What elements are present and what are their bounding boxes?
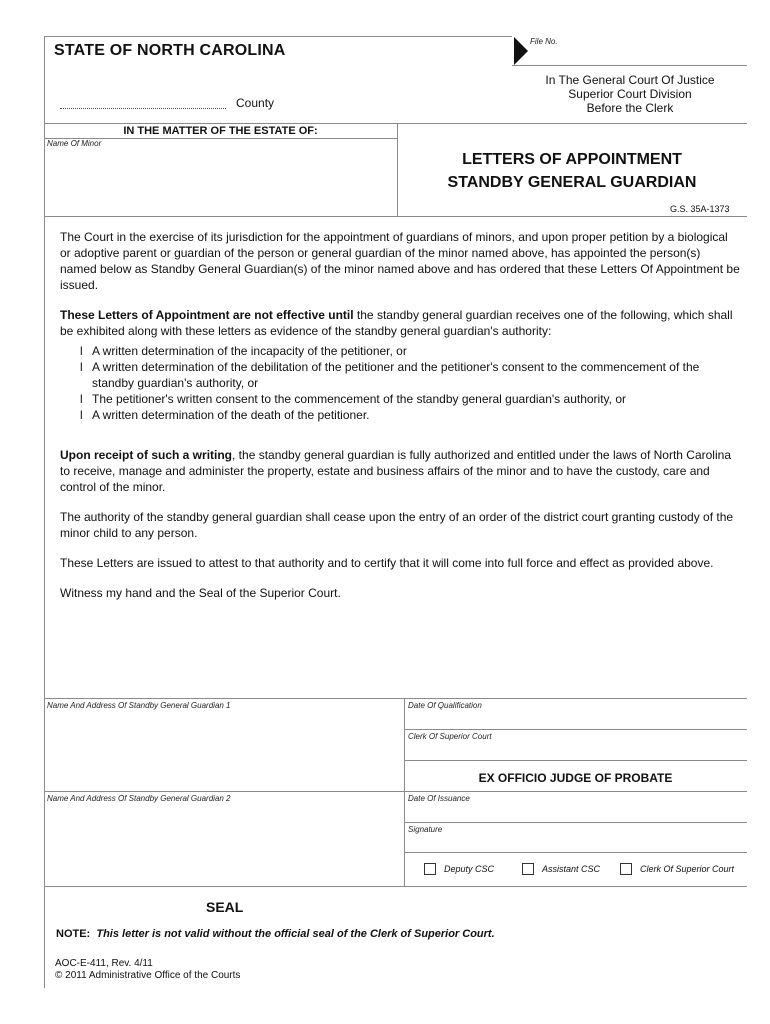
matter-top-line (44, 123, 747, 124)
form-number: AOC-E-411, Rev. 4/11 (55, 958, 153, 969)
note-label: NOTE: (56, 928, 91, 940)
guardian2-label: Name And Address Of Standby General Guardian 2 (47, 794, 231, 803)
condition-item: l A written determination of the death of the petitioner. (60, 407, 740, 423)
note (56, 928, 495, 940)
date-issuance-field[interactable] (406, 805, 746, 821)
document-title (397, 148, 747, 194)
matter-bottom-line (44, 216, 747, 217)
statute-reference: G.S. 35A-1373 (670, 204, 730, 214)
court-line-3: Before the Clerk (586, 101, 674, 115)
court-line-2: Superior Court Division (568, 87, 692, 101)
file-no-label: File No. (530, 37, 558, 46)
not-effective-bold: These Letters of Appointment are not effective until (60, 308, 354, 322)
fields-top-line (44, 698, 747, 699)
file-no-arrow-icon (514, 37, 528, 70)
paragraph-authority-cease: The authority of the standby general guardian shall cease upon the entry of an order of the district court granting custody of the minor child to any person. (60, 510, 734, 540)
date-issuance-label: Date Of Issuance (408, 794, 470, 803)
paragraph-witness: Witness my hand and the Seal of the Superior Court. (60, 586, 341, 600)
bullet-icon: l (80, 408, 83, 422)
paragraph-upon-receipt (60, 447, 740, 495)
clerk-line (404, 760, 747, 761)
condition-item: l A written determination of the debilitation of the petitioner and the petitioner's consent to the commencement of the standby guardian's authority, or (60, 359, 740, 391)
paragraph-attest: These Letters are issued to attest to that authority and to certify that it will come into full force and effect as provided above. (60, 556, 714, 570)
county-field[interactable] (60, 97, 226, 109)
checkbox-icon[interactable] (522, 863, 534, 875)
seal-label: SEAL (206, 899, 244, 915)
checkbox-icon[interactable] (424, 863, 436, 875)
left-border (44, 36, 45, 988)
issuance-line (404, 822, 747, 823)
signature-field[interactable] (406, 836, 746, 851)
date-qualification-label: Date Of Qualification (408, 701, 482, 710)
conditions-list (60, 343, 740, 423)
file-no-line (512, 65, 747, 66)
signature-line (404, 852, 747, 853)
title-line-2: STANDBY GENERAL GUARDIAN (447, 174, 697, 191)
state-title: STATE OF NORTH CAROLINA (54, 42, 286, 59)
paragraph-not-effective (60, 307, 740, 339)
note-text: This letter is not valid without the official seal of the Clerk of Superior Court. (96, 928, 495, 940)
date-qualification-field[interactable] (406, 712, 746, 728)
copyright: © 2011 Administrative Office of the Courts (55, 970, 241, 981)
bullet-icon: l (80, 344, 83, 358)
court-line-1: In The General Court Of Justice (545, 73, 715, 87)
title-line-1: LETTERS OF APPOINTMENT (462, 151, 682, 168)
condition-item: l A written determination of the incapacity of the petitioner, or (60, 343, 740, 359)
guardian2-line (44, 791, 747, 792)
signature-label: Signature (408, 825, 443, 834)
condition-item: l The petitioner's written consent to the commencement of the standby general guardian's authority, or (60, 391, 740, 407)
clerk-label: Clerk Of Superior Court (408, 732, 492, 741)
upon-receipt-rest: , the standby general guardian is fully authorized and entitled under the laws of North Carolina to receive, manage and administer the property, estate and business affairs of the minor and to have the custody, care and control of the minor. (60, 448, 731, 494)
checkbox-clerk-superior-court[interactable]: Clerk Of Superior Court (620, 863, 734, 875)
qualification-line (404, 729, 747, 730)
bullet-icon: l (80, 360, 83, 374)
guardian2-field[interactable] (46, 805, 401, 883)
checkbox-icon[interactable] (620, 863, 632, 875)
court-info (510, 73, 750, 115)
body-text (60, 229, 740, 615)
bullet-icon: l (80, 392, 83, 406)
top-border (44, 36, 512, 37)
footer (55, 958, 240, 982)
guardian1-label: Name And Address Of Standby General Guardian 1 (47, 701, 231, 710)
not-effective-rest: the standby general guardian receives one of the following, which shall be exhibited along with these letters as evidence of the standby general guardian's authority: (60, 308, 733, 338)
county-label: County (236, 96, 275, 110)
clerk-field[interactable] (406, 743, 746, 759)
paragraph-appointment: The Court in the exercise of its jurisdiction for the appointment of guardians of minors, and upon proper petition by a biological or adoptive parent or guardian of the person or general guardian of the minor named above, has appointed the person(s) named below as Standby General Guardian(s) of the minor named above and has ordered that these Letters Of Appointment be issued. (60, 230, 740, 292)
fields-bottom-line (44, 886, 747, 887)
checkbox-assistant-csc[interactable]: Assistant CSC (522, 863, 600, 875)
name-of-minor-label: Name Of Minor (47, 139, 102, 148)
fields-divider (404, 698, 405, 886)
matter-heading: IN THE MATTER OF THE ESTATE OF: (123, 125, 318, 137)
guardian1-field[interactable] (46, 712, 401, 788)
name-of-minor-field[interactable] (46, 150, 394, 212)
checkbox-deputy-csc[interactable]: Deputy CSC (424, 863, 494, 875)
upon-receipt-bold: Upon receipt of such a writing (60, 448, 233, 462)
ex-officio-title: EX OFFICIO JUDGE OF PROBATE (478, 771, 673, 785)
